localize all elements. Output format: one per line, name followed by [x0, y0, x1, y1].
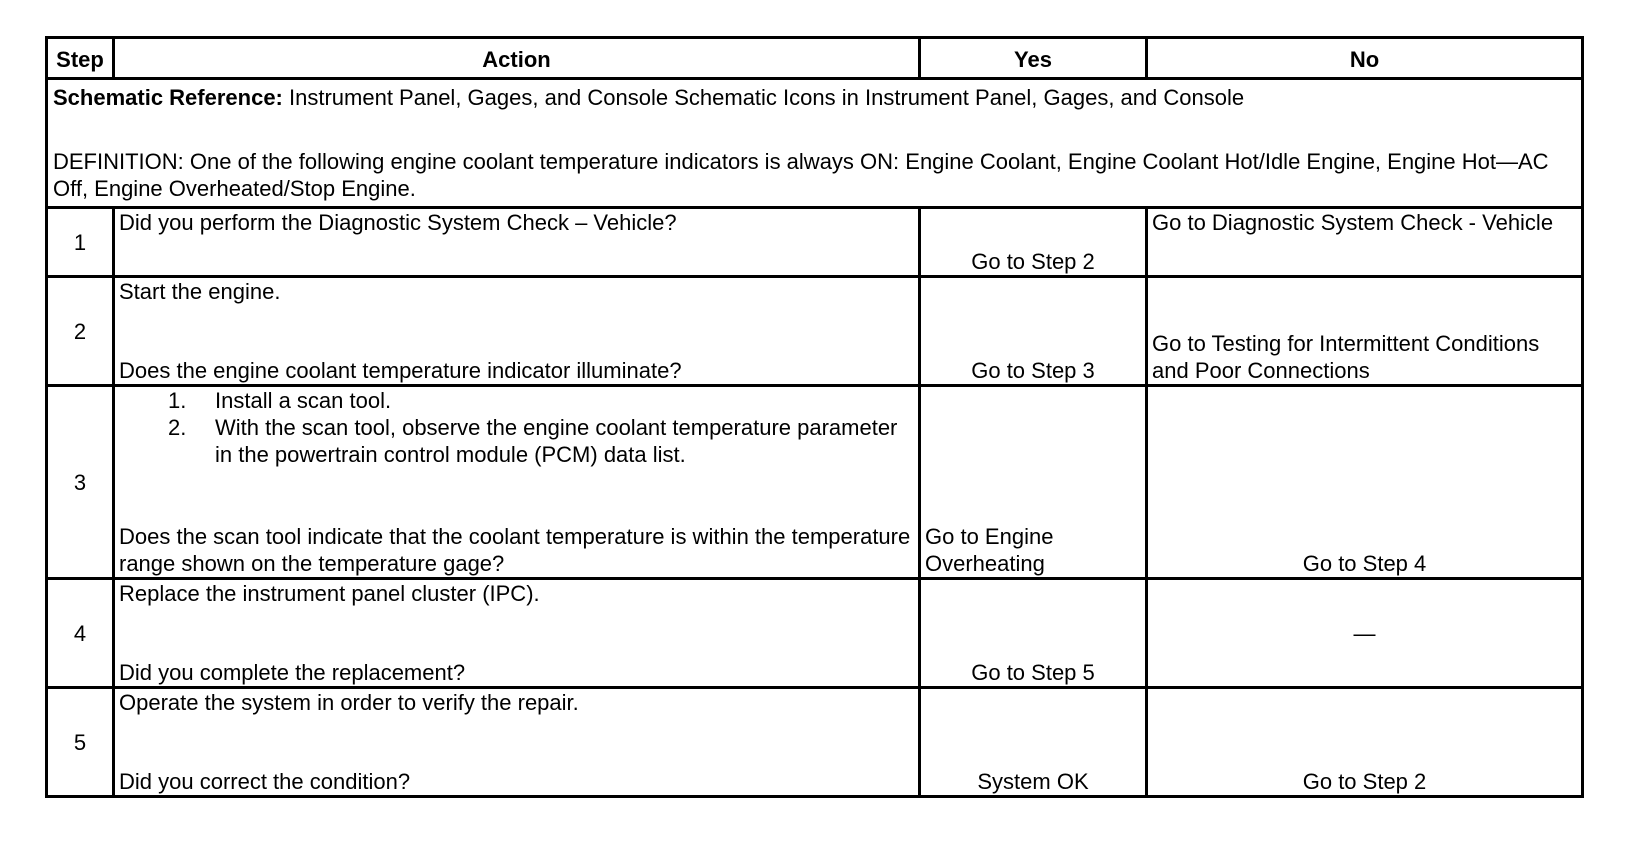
action-cell	[114, 277, 920, 386]
action-question: Does the scan tool indicate that the coolant temperature is within the temperature range shown on the temperature gage?	[119, 524, 911, 576]
action-content	[119, 387, 914, 577]
header-action: Action	[114, 38, 920, 79]
list-item	[119, 387, 914, 414]
no-cell: Go to Step 2	[1147, 688, 1583, 797]
substep-text: With the scan tool, observe the engine coolant temperature parameter in the powertrain control module (PCM) data list.	[215, 415, 898, 467]
yes-cell: Go to Step 2	[920, 208, 1147, 277]
action-cell	[114, 579, 920, 688]
header-row	[47, 38, 1583, 79]
action-cell	[114, 386, 920, 579]
schematic-reference	[53, 84, 1577, 111]
action-content	[119, 689, 914, 795]
reference-spacer	[53, 111, 1577, 148]
list-item	[119, 414, 914, 468]
table-row	[47, 277, 1583, 386]
substep-list	[119, 387, 914, 468]
yes-cell: Go to Step 5	[920, 579, 1147, 688]
schematic-reference-text: Instrument Panel, Gages, and Console Schematic Icons in Instrument Panel, Gages, and Console	[282, 85, 1245, 110]
step-number: 4	[47, 579, 114, 688]
step-number: 5	[47, 688, 114, 797]
action-question: Did you correct the condition?	[119, 769, 411, 794]
yes-cell: Go to Step 3	[920, 277, 1147, 386]
action-cell	[114, 688, 920, 797]
action-cell: Did you perform the Diagnostic System Check – Vehicle?	[114, 208, 920, 277]
definition-text: DEFINITION: One of the following engine coolant temperature indicators is always ON: Engine Coolant, Engine Coolant Hot/Idle Engine, Engine Hot—AC Off, Engine Overheated/Stop Engine.	[53, 149, 1549, 201]
schematic-reference-label: Schematic Reference:	[53, 85, 283, 110]
table-row	[47, 688, 1583, 797]
no-cell: Go to Testing for Intermittent Conditions and Poor Connections	[1147, 277, 1583, 386]
action-instruction: Operate the system in order to verify the repair.	[119, 690, 579, 715]
yes-cell: Go to Engine Overheating	[920, 386, 1147, 579]
substep-text: Install a scan tool.	[215, 388, 392, 413]
no-cell: Go to Diagnostic System Check - Vehicle	[1147, 208, 1583, 277]
reference-cell	[47, 79, 1583, 208]
action-content	[119, 580, 914, 686]
reference-row	[47, 79, 1583, 208]
table-row	[47, 386, 1583, 579]
yes-cell: System OK	[920, 688, 1147, 797]
header-no: No	[1147, 38, 1583, 79]
table-row	[47, 579, 1583, 688]
table-row	[47, 208, 1583, 277]
step-number: 3	[47, 386, 114, 579]
action-question: Did you complete the replacement?	[119, 660, 466, 685]
action-question: Does the engine coolant temperature indicator illuminate?	[119, 358, 682, 383]
substep-number: 2.	[168, 415, 187, 440]
header-step: Step	[47, 38, 114, 79]
action-content	[119, 278, 914, 384]
header-yes: Yes	[920, 38, 1147, 79]
diagnostic-table	[45, 36, 1584, 798]
action-instruction: Start the engine.	[119, 279, 281, 304]
action-instruction: Replace the instrument panel cluster (IPC).	[119, 581, 540, 606]
no-cell: —	[1147, 579, 1583, 688]
step-number: 2	[47, 277, 114, 386]
step-number: 1	[47, 208, 114, 277]
substep-number: 1.	[168, 388, 187, 413]
no-cell: Go to Step 4	[1147, 386, 1583, 579]
